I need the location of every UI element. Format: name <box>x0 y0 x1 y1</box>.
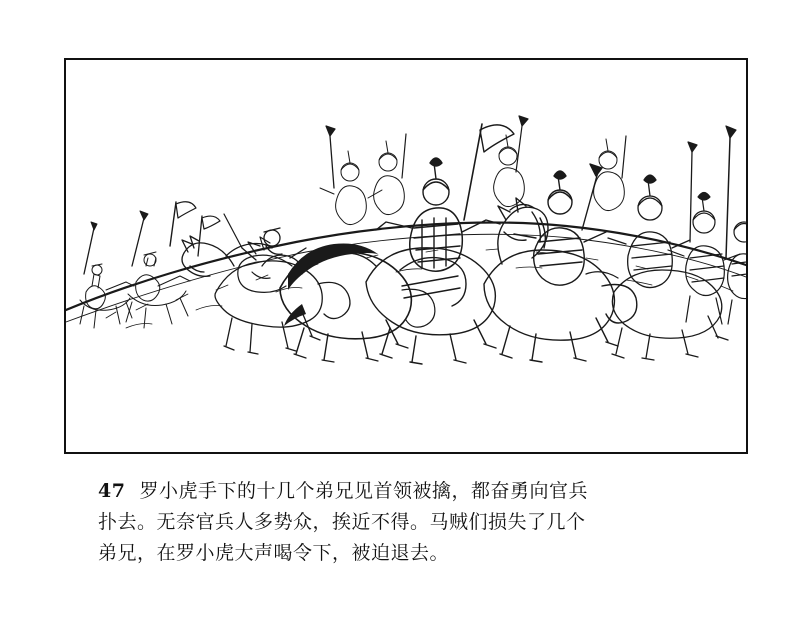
caption-line-1 <box>98 476 718 507</box>
battle-scene-illustration <box>66 60 746 452</box>
caption-text-1: 罗小虎手下的十几个弟兄见首领被擒，都奋勇向官兵 <box>139 480 588 502</box>
caption-line-3: 弟兄，在罗小虎大声喝令下，被迫退去。 <box>98 542 450 564</box>
illustration-panel <box>64 58 748 454</box>
caption-number: 47 <box>98 480 126 502</box>
caption-line-2: 扑去。无奈官兵人多势众，挨近不得。马贼们损失了几个 <box>98 511 586 533</box>
caption-block <box>98 476 718 569</box>
